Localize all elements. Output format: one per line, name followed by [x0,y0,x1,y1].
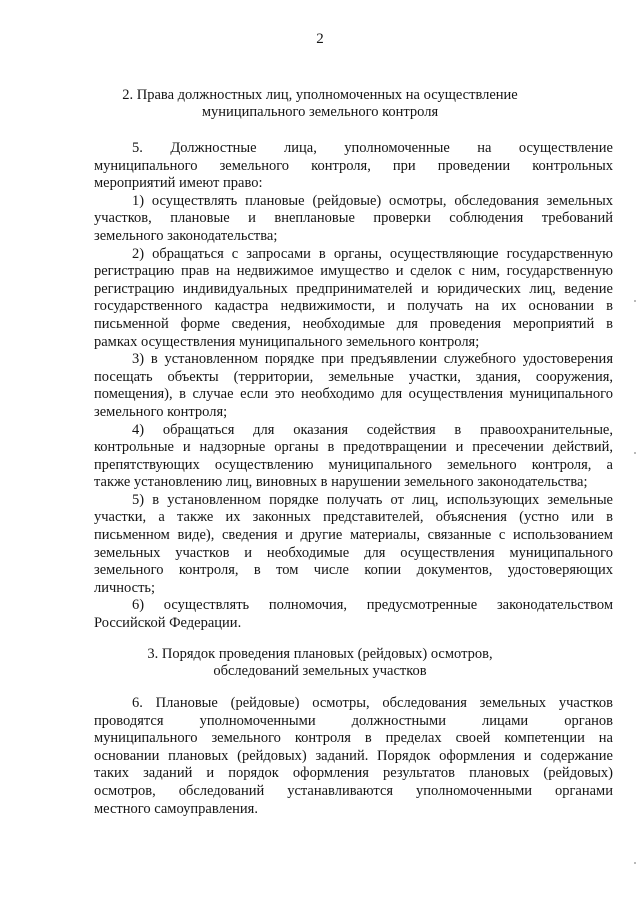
section-2-title [0,87,640,121]
title-line: 3. Порядок проведения плановых (рейдовых) осмотров, [147,646,493,662]
text-line: посещать объекты (территории, земельные участки, здания, сооружения, [94,368,613,385]
paragraph [94,246,613,352]
text-line: 5) в установленном порядке получать от лиц, использующих земельные [132,491,613,508]
text-line: государственного кадастра недвижимости, и получать на их основании в [94,298,613,315]
paragraph [94,351,613,421]
text-line: участки, а также их законных представителей, объяснения (устно или в [94,509,613,526]
text-line: 5. Должностные лица, уполномоченные на осуществление [132,140,613,156]
text-line: таких заданий и порядок оформления результатов плановых (рейдовых) [94,765,613,782]
text-line: земельного контроля; [94,403,228,420]
scan-mark [634,862,636,864]
text-line: препятствующих осуществлению муниципального земельного контроля, а [94,456,613,473]
paragraph [94,695,613,818]
paragraph [94,140,613,193]
text-line: мероприятий имеют право: [94,175,263,192]
scan-mark [634,300,636,302]
text-line: контрольные и надзорные органы в предотвращении и пресечении действий, [94,439,613,456]
text-line: регистрацию индивидуальных предпринимателей и юридических лиц, ведение [94,280,613,297]
text-line: земельных участков и необходимые для осуществления муниципального [94,544,613,561]
title-line: муниципального земельного контроля [201,104,439,120]
text-line: личность; [94,579,156,596]
paragraph [94,597,613,632]
text-line: 6) осуществлять полномочия, предусмотренные законодательством [132,597,613,614]
title-line: 2. Права должностных лиц, уполномоченных на осуществление [122,87,518,103]
page-number: 2 [316,31,324,47]
text-line: местного самоуправления. [94,800,258,817]
text-line: Российской Федерации. [94,615,242,632]
text-line: муниципального земельного контроля, при проведении контрольных [94,157,613,174]
text-line: помещения), в случае если это необходимо для осуществления муниципального [94,386,613,403]
rights-text-block [94,140,613,633]
text-line: регистрацию прав на недвижимое имущество и сделок с ним, государственную [94,263,613,280]
text-line: 6. Плановые (рейдовые) осмотры, обследования земельных участков [132,695,613,711]
scan-mark [634,452,636,454]
text-line: проводятся уполномоченными должностными лицами органов [94,712,613,729]
text-line: участков, плановые и внеплановые проверки соблюдения требований [94,210,613,227]
text-line: основании плановых (рейдовых) заданий. Порядок оформления и содержание [94,747,613,764]
paragraph [94,492,613,598]
text-line: земельного законодательства; [94,227,278,244]
section-3-title [0,646,640,680]
text-line: рамках осуществления муниципального земельного контроля; [94,333,480,350]
text-line: осмотров, обследований устанавливаются уполномоченными органами [94,782,613,799]
title-line: обследований земельных участков [213,663,427,679]
paragraph [94,422,613,492]
text-line: 4) обращаться для оказания содействия в правоохранительные, [132,421,613,438]
text-line: 2) обращаться с запросами в органы, осуществляющие государственную [132,245,613,262]
text-line: 3) в установленном порядке при предъявлении служебного удостоверения [132,351,613,368]
text-line: письменном виде), сведения и другие материалы, связанные с использованием [94,527,613,544]
text-line: также установлению лиц, виновных в нарушении земельного законодательства; [94,474,588,491]
text-line: муниципального земельного контроля в пределах своей компетенции на [94,730,613,747]
inspections-text-block [94,695,613,818]
text-line: письменной форме сведения, необходимые для проведения мероприятий в [94,315,613,332]
text-line: земельного контроля, в том числе копии документов, удостоверяющих [94,562,613,579]
paragraph [94,193,613,246]
text-line: 1) осуществлять плановые (рейдовые) осмотры, обследования земельных [132,192,613,209]
